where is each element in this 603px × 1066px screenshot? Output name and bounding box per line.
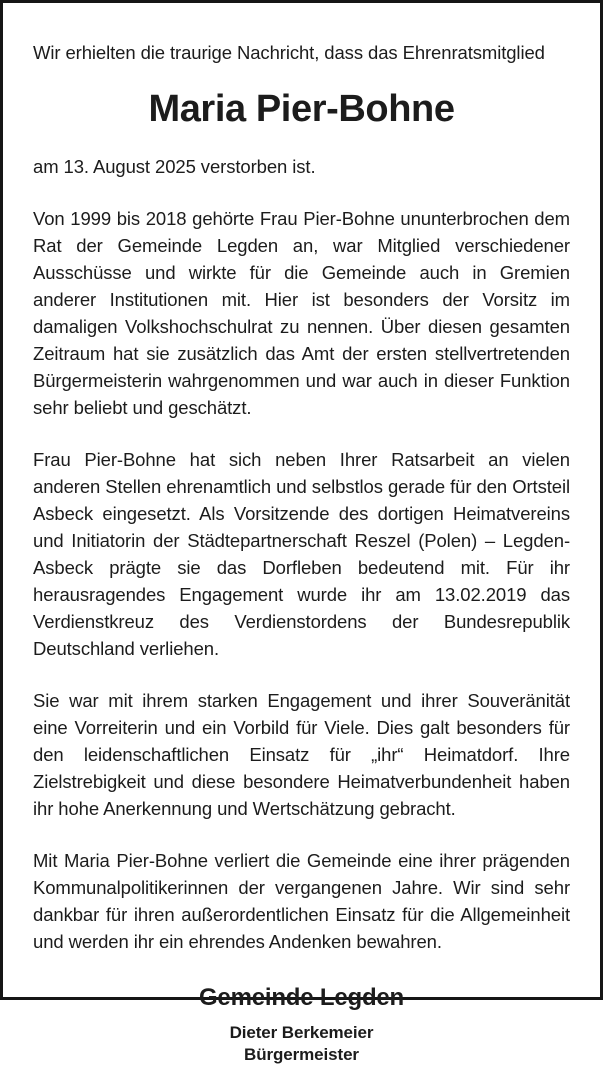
signature-block [33,955,570,1066]
intro-line: Wir erhielten die traurige Nachricht, dass das Ehrenratsmitglied [33,42,545,63]
death-date-line: am 13. August 2025 verstorben ist. [33,156,316,177]
deceased-name: Maria Pier-Bohne [148,88,455,130]
signature-name: Dieter Berkemeier [229,1023,374,1042]
body-paragraph: Von 1999 bis 2018 gehörte Frau Pier-Bohne ununterbrochen dem Rat der Gemeinde Legden an, war Mitglied verschiedener Ausschüsse und wirkte für die Gemeinde auch in Gremien anderer Institutionen mit. Hier ist besonders der Vorsitz im damaligen Volkshochschulrat zu nennen. Über diesen gesamten Zeitraum hat sie zusätzlich das Amt der ersten stellvertretenden Bürgermeisterin wahrgenommen und war auch in dieser Funktion sehr beliebt und geschätzt. [33,208,570,418]
signature-organization: Gemeinde Legden [198,984,405,1011]
body-paragraph: Mit Maria Pier-Bohne verliert die Gemeinde eine ihrer prägenden Kommunalpolitikerinnen der vergangenen Jahre. Wir sind sehr dankbar für ihren außerordentlichen Einsatz für die Allgemeinheit und werden ihr ein ehrendes Andenken bewahren. [33,850,570,952]
body-paragraph: Sie war mit ihrem starken Engagement und ihrer Souveränität eine Vorreiterin und ein Vorbild für Viele. Dies galt besonders für den leidenschaftlichen Einsatz für „ihr“ Heimatdorf. Ihre Zielstrebigkeit und diese besondere Heimatverbundenheit haben ihr hohe Anerkennung und Wertschätzung gebracht. [33,690,570,819]
body-paragraph: Frau Pier-Bohne hat sich neben Ihrer Ratsarbeit an vielen anderen Stellen ehrenamtlich und selbstlos gerade für den Ortsteil Asbeck eingesetzt. Als Vorsitzende des dortigen Heimatvereins und Initiatorin der Städtepartnerschaft Reszel (Polen) – Legden-Asbeck prägte sie das Dorfleben bedeutend mit. Für ihr herausragendes Engagement wurde ihr am 13.02.2019 das Verdienstkreuz des Verdienstordens der Bundesrepublik Deutschland verliehen. [33,449,570,659]
body-copy [33,180,570,955]
signature-role: Bürgermeister [244,1045,359,1064]
notice-content [3,3,600,1064]
